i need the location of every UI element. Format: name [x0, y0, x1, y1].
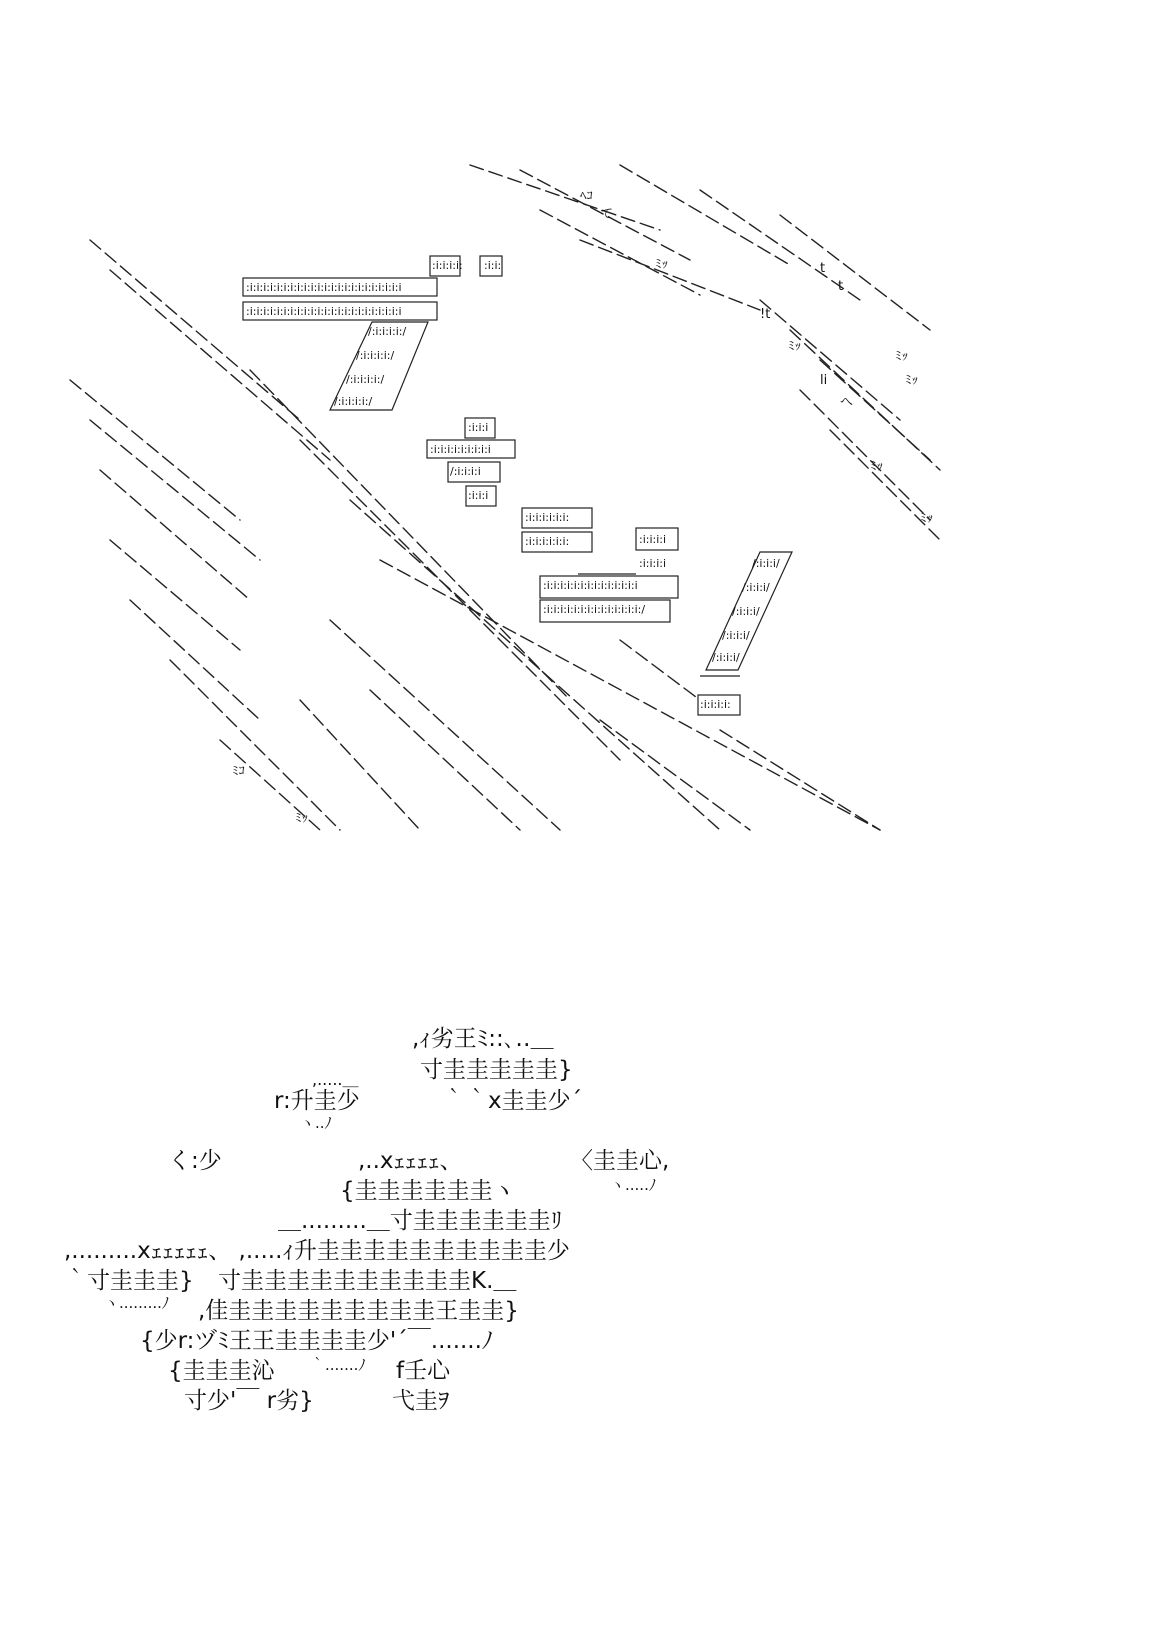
ascii-line: ヽ.........ﾉ [104, 1294, 170, 1312]
sound-fragment: ﾐｯ [870, 459, 883, 474]
ascii-line: {少r:ヅﾐ王王圭圭圭圭少'´￣.......ﾉ [140, 1328, 494, 1354]
ascii-line: 弋圭ｦ [392, 1388, 450, 1414]
sound-fragment: t [820, 261, 826, 276]
glyph-fill: /:i:i:i:i [450, 465, 481, 478]
glyph-fill: :i:i:i:i:i:i:i:i:i [430, 443, 491, 456]
speed-line [620, 640, 700, 700]
ascii-line: ,..xｪｪｪｪ、 [358, 1148, 463, 1174]
glyph-fill: /:i:i:i:i:/ [356, 349, 395, 362]
glyph-fill: :i:i:i:i:i:i:i:i:i:i:i:i:i:i:/ [543, 603, 646, 616]
ascii-line: ,ｨ劣王ﾐ::､‥＿ [412, 1026, 554, 1052]
ascii-line: ヽ..ﾉ [300, 1114, 333, 1132]
ascii-line: f壬心 [396, 1358, 451, 1384]
glyph-fill: :i:i:i:i:i:i:i:i:i:i:i:i:i:i:i:i:i:i:i:i:i:i:i [246, 281, 402, 294]
glyph-fill: /:i:i:i/ [712, 651, 740, 664]
glyph-fill: /:i:i:i/ [732, 605, 760, 618]
ascii-line: 寸圭圭圭圭圭圭圭圭圭圭K.＿ [218, 1268, 517, 1294]
ascii-line: ,.........xｪｪｪｪｪ、 ,.....ｨ升圭圭圭圭圭圭圭圭圭圭少 [64, 1238, 570, 1264]
sound-fragment: !t [760, 307, 771, 322]
speed-line [800, 390, 930, 520]
ascii-line: ヽ.....ﾉ [610, 1176, 657, 1194]
ascii-line: ＿.........＿寸圭圭圭圭圭圭ﾘ [278, 1208, 563, 1234]
sound-fragment: ﾐｯ [895, 349, 908, 364]
glyph-fill: :i:i:i:i: [432, 259, 463, 272]
speed-line [110, 540, 240, 650]
speed-line [760, 300, 900, 420]
ascii-line: r:升圭少 [274, 1088, 360, 1114]
sound-fragment: ﾐｯ [788, 339, 801, 354]
ascii-line: 寸少'￣ r劣} [184, 1388, 314, 1414]
speed-line [600, 720, 750, 830]
glyph-fill: :i:i: [484, 259, 502, 272]
glyph-fill: :i:i:i:i:i:i: [525, 535, 570, 548]
speed-line [90, 240, 300, 420]
glyph-fill: :i:i:i [468, 421, 489, 434]
glyph-fill: /:i:i:i/ [752, 557, 780, 570]
sound-fragment: て [600, 207, 614, 222]
ascii-line: ｀寸圭圭圭} [64, 1268, 194, 1294]
ascii-line: {圭圭圭沁 [168, 1358, 275, 1384]
speed-line [470, 165, 660, 230]
ascii-line: {圭圭圭圭圭圭ヽ [340, 1178, 516, 1204]
ascii-line: ,.....＿ [312, 1070, 359, 1089]
glyph-fill: :i:i:i:i: [700, 698, 731, 711]
sound-fragment: ﾐｺ [232, 764, 245, 779]
glyph-fill: :i:i:i:i [639, 533, 667, 546]
glyph-fill: :i:i:i [468, 489, 489, 502]
speed-line [110, 270, 330, 460]
glyph-fill: :i:i:i:i:i:i:i:i:i:i:i:i:i:i:i:i:i:i:i:i:i:i:i [246, 305, 402, 318]
speed-line [70, 380, 240, 520]
glyph-fill: /:i:i:i/ [722, 629, 750, 642]
ascii-line: ｀｀x圭圭少´ [442, 1088, 583, 1114]
glyph-fill: /:i:i:i:i:/ [334, 395, 373, 408]
speed-line [720, 730, 880, 830]
sound-fragment: ﾐｯ [920, 511, 933, 526]
glyph-fill: :i:i:i:i [639, 557, 667, 570]
glyph-fill: :i:i:i:i:i:i:i:i:i:i:i:i:i:i [543, 579, 638, 592]
speed-line [90, 420, 260, 560]
sound-fragment: ﾐｯ [905, 373, 918, 388]
sound-fragment: ﾍｺ [580, 189, 593, 204]
speed-line [580, 240, 760, 310]
sound-fragment: へ [840, 395, 854, 410]
glyph-fill: /:i:i:i/ [742, 581, 770, 594]
speed-line [620, 165, 790, 265]
speed-line [170, 660, 340, 830]
sound-fragment: li [820, 373, 828, 388]
speed-line [330, 620, 560, 830]
ascii-line: ,佳圭圭圭圭圭圭圭圭圭王圭圭} [198, 1298, 519, 1324]
speed-line [780, 215, 930, 330]
speed-line [370, 690, 520, 830]
ascii-line: 寸圭圭圭圭圭} [420, 1057, 573, 1083]
speed-line [700, 190, 860, 300]
glyph-fill: :i:i:i:i:i:i: [525, 511, 570, 524]
ascii-line: く:少 [168, 1148, 222, 1174]
sound-fragment: ﾐｯ [655, 257, 668, 272]
sound-fragment: ﾐｯ [295, 811, 308, 826]
ascii-line: 〈圭圭心, [570, 1148, 670, 1174]
speed-line [130, 600, 260, 720]
sound-fragment: t [838, 279, 844, 294]
glyph-fill: /:i:i:i:i:/ [368, 325, 407, 338]
glyph-fill: /:i:i:i:i:/ [346, 373, 385, 386]
ascii-line: ｀.......ﾉ [310, 1356, 366, 1374]
